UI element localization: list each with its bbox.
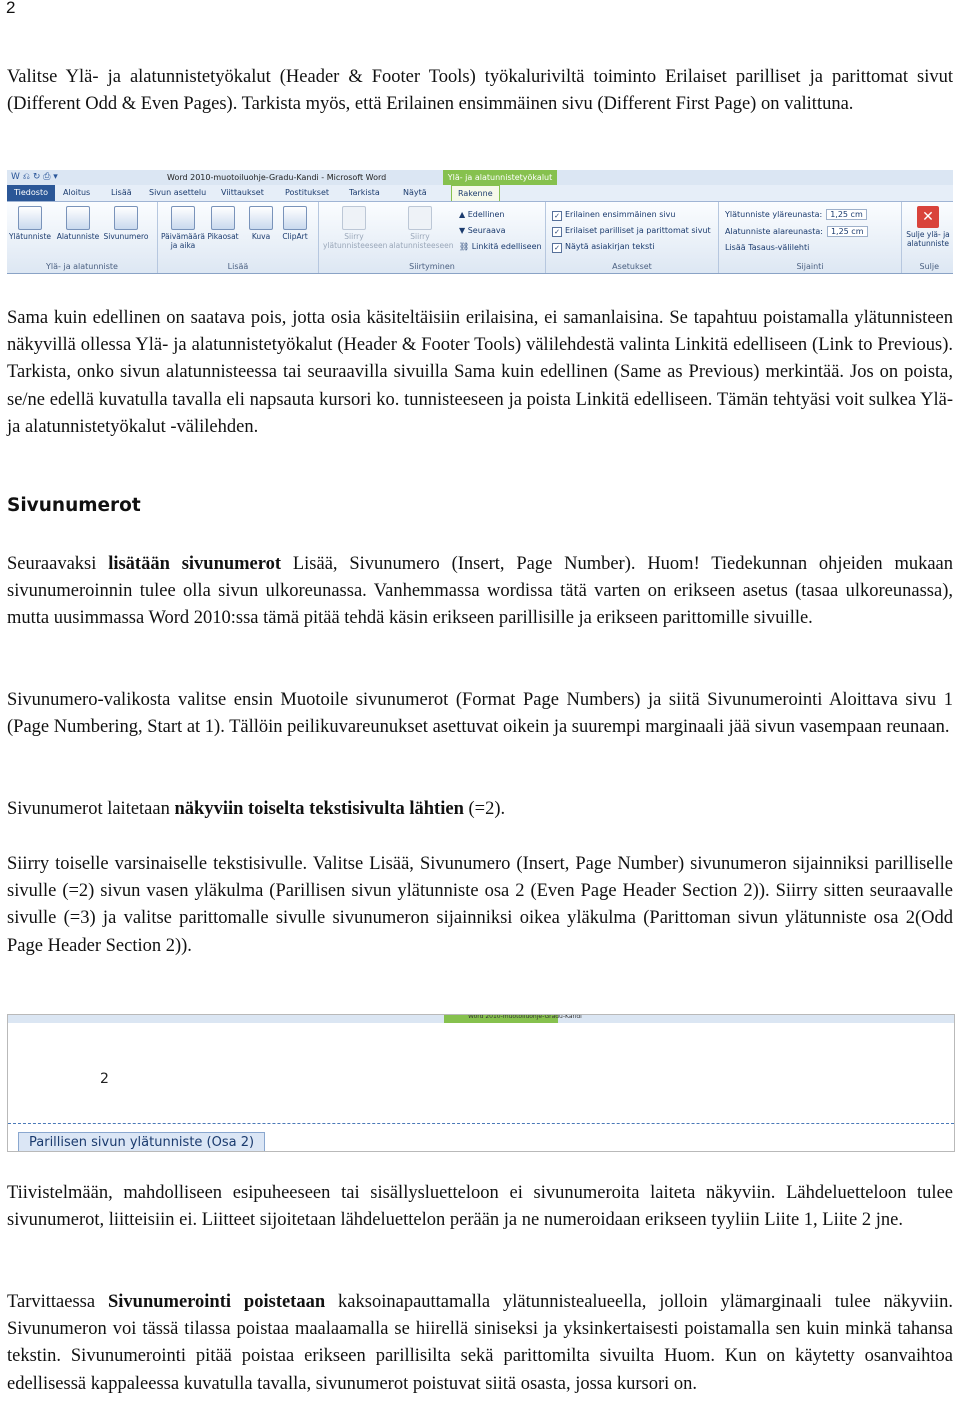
insert-align-tab-button[interactable]: Lisää Tasaus-välilehti	[725, 243, 810, 252]
link-icon: ⛓	[459, 242, 472, 251]
footer-from-bottom-field[interactable]: Alatunniste alareunasta: 1,25 cm	[725, 226, 868, 237]
goto-header-icon	[342, 206, 366, 230]
tab-mailings[interactable]: Postitukset	[285, 188, 330, 197]
picture-button[interactable]: Kuva	[238, 206, 284, 241]
tab-file[interactable]: Tiedosto	[7, 185, 55, 201]
tab-references[interactable]: Viittaukset	[221, 188, 264, 197]
group-label-position: Sijainti	[796, 262, 824, 271]
paragraph-intro: Valitse Ylä- ja alatunnistetyökalut (Header & Footer Tools) työkaluriviltä toiminto Erilaiset parilliset ja parittomat sivut (Different Odd & Even Pages). Tarkista myös, että Erilainen ensimmäinen sivu (Different First Page) on valittuna.	[7, 67, 953, 115]
group-header-footer	[7, 202, 158, 273]
calendar-icon	[171, 206, 195, 230]
clipart-button[interactable]: ClipArt	[272, 206, 318, 241]
tab-view[interactable]: Näytä	[403, 188, 427, 197]
close-header-footer-button[interactable]: ✕ Sulje ylä- ja alatunniste	[905, 206, 951, 248]
title-strip	[8, 1015, 954, 1023]
paragraph-no-numbers: Tiivistelmään, mahdolliseen esipuheeseen tai sisällysluetteloon ei sivunumeroita laiteta näkyviin. Lähdeluetteloon tulee sivunumerot, liitteisiin ei. Liitteet sijoitetaan lähdeluettelon perään ja ne numeroidaan erikseen tyyliin Liite 1, Liite 2 jne.	[7, 1183, 953, 1231]
group-insert	[158, 202, 319, 273]
group-label-navigation: Siirtyminen	[409, 262, 455, 271]
tab-home[interactable]: Aloitus	[63, 188, 91, 197]
goto-header-button[interactable]: Siirry ylätunnisteeseen	[323, 206, 385, 250]
page-number: 2	[6, 0, 16, 17]
window-title: Word 2010-muotoiluohje-Gradu-Kandi - Microsoft Word	[167, 173, 387, 182]
ribbon-title-bar	[7, 170, 953, 185]
quick-parts-icon	[211, 206, 235, 230]
group-label-close: Sulje	[919, 262, 939, 271]
group-options	[546, 202, 719, 273]
paragraph-format-numbers: Sivunumero-valikosta valitse ensin Muotoile sivunumerot (Format Page Numbers) ja siitä Sivunumerointi Aloittava sivu 1 (Page Numbering, Start at 1). Tällöin peilikuvareunukset asettuvat oikein ja suurempi marginaali jää sivun vasempaan reunaan.	[7, 690, 953, 738]
header-page-number[interactable]: 2	[100, 1071, 109, 1087]
close-icon: ✕	[917, 206, 939, 228]
arrow-down-icon: ▼	[459, 226, 468, 235]
page-number-button[interactable]: Sivunumero	[103, 206, 149, 241]
checkbox-icon: ✓	[552, 243, 562, 253]
clipart-icon	[283, 206, 307, 230]
window-title-small: Word 2010-muotoiluohje-Gradu-Kandi	[468, 1014, 582, 1020]
paragraph-start-page: Sivunumerot laitetaan näkyviin toiselta tekstisivulta lähtien (=2).	[7, 799, 506, 819]
ribbon-tabs	[7, 185, 953, 202]
group-position	[719, 202, 902, 273]
tab-review[interactable]: Tarkista	[349, 188, 380, 197]
paragraph-even-odd-position: Siirry toiselle varsinaiselle tekstisivulle. Valitse Lisää, Sivunumero (Insert, Page Number) sivunumeron sijainniksi parilliselle sivulle (=2) sivun vasen yläkulma (Parillisen sivun ylätunniste osa 2 (Even Page Header Section 2)). Siirry sitten seuraavalle sivulle (=3) ja valitse parittomalle sivulle sivunumeron sijainniksi oikea yläkulma (Parittoman sivun ylätunniste osa 2(Odd Page Header Section 2)).	[7, 854, 953, 956]
ribbon-screenshot	[7, 170, 953, 274]
checkbox-icon: ✓	[552, 211, 562, 221]
page-number-icon	[114, 206, 138, 230]
tab-insert[interactable]: Lisää	[111, 188, 132, 197]
quick-access-toolbar: W ⎌ ↻ ⎙ ▾	[11, 172, 58, 182]
bold-phrase: lisätään sivunumerot	[108, 554, 282, 574]
paragraph-link-previous: Sama kuin edellinen on saatava pois, jotta osia käsiteltäisiin erilaisina, ei samanlaisina. Se tapahtuu poistamalla ylätunnisteen näkyvillä ollessa Ylä- ja alatunnistetyökalut (Header & Footer Tools) välilehdestä valinta Linkitä edelliseen (Link to Previous). Tarkista, onko sivun alatunnisteessa tai seuraavilla sivuilla Sama kuin edellinen (Same as Previous) merkintää. Jos on poista, se/ne edellä kuvatulla tavalla eli napsauta kursori ko. tunnisteeseen ja poista Linkitä edelliseen. Tämän tehtyäsi voit sulkea Ylä- ja alatunnistetyökalut -välilehden.	[7, 308, 953, 437]
checkbox-icon: ✓	[552, 227, 562, 237]
different-first-page-checkbox[interactable]: ✓ Erilainen ensimmäinen sivu	[552, 210, 675, 221]
header-button[interactable]: Ylätunniste	[7, 206, 53, 241]
group-label-options: Asetukset	[612, 262, 652, 271]
bold-phrase: Sivunumerointi poistetaan	[108, 1292, 326, 1312]
link-previous-button[interactable]: ⛓ Linkitä edelliseen	[459, 242, 542, 251]
arrow-up-icon: ▲	[459, 210, 468, 219]
header-screenshot	[7, 1014, 955, 1152]
goto-footer-button[interactable]: Siirry alatunnisteeseen	[389, 206, 451, 250]
next-button[interactable]: ▼ Seuraava	[459, 226, 506, 235]
group-label-insert: Lisää	[227, 262, 249, 271]
section-heading: Sivunumerot	[7, 495, 141, 516]
footer-button[interactable]: Alatunniste	[55, 206, 101, 241]
footer-icon	[66, 206, 90, 230]
header-boundary-line	[8, 1123, 954, 1124]
different-odd-even-checkbox[interactable]: ✓ Erilaiset parilliset ja parittomat sivut	[552, 226, 711, 237]
tab-page-layout[interactable]: Sivun asettelu	[149, 188, 207, 197]
header-icon	[18, 206, 42, 230]
previous-button[interactable]: ▲ Edellinen	[459, 210, 505, 219]
goto-footer-icon	[408, 206, 432, 230]
header-section-label: Parillisen sivun ylätunniste (Osa 2)	[18, 1132, 265, 1152]
bold-phrase: näkyviin toiselta tekstisivulta lähtien	[174, 799, 464, 819]
header-from-top-field[interactable]: Ylätunniste yläreunasta: 1,25 cm	[725, 209, 867, 220]
ribbon-body	[7, 202, 953, 273]
tab-design[interactable]: Rakenne	[451, 185, 500, 201]
group-label-header-footer: Ylä- ja alatunniste	[46, 262, 118, 271]
show-document-text-checkbox[interactable]: ✓ Näytä asiakirjan teksti	[552, 242, 655, 253]
paragraph-remove-numbers: Tarvittaessa Sivunumerointi poistetaan kaksoinapauttamalla ylätunnistealueella, jolloin ylämarginaali tulee näkyviin. Sivunumeron voi tässä tilassa poistaa maalaamalla se hiirellä siniseksi ja yksinkertaisesti poistamalla sen kuin minkä tahansa tekstin. Sivunumerointi pitää poistaa erikseen parillisilta sekä parittomilta sivuilta Huom. Kun on käytetty osanvaihtoa edellisessä kappaleessa kuvatulla tavalla, sivunumerot poistuvat siitä osasta, jossa kursori on.	[7, 1292, 953, 1394]
paragraph-page-numbers: Seuraavaksi lisätään sivunumerot Lisää, Sivunumero (Insert, Page Number). Huom! Tiedekunnan ohjeiden mukaan sivunumeroinnin tulee olla sivun ulkoreunassa. Vanhemmassa wordissa tätä varten on erikseen asetus (tasaa ulkoreunassa), mutta uusimmassa Word 2010:ssa tämä pitää tehdä käsin erikseen parillisille ja erikseen parittomille sivuille.	[7, 554, 954, 629]
context-tab-label: Ylä- ja alatunnistetyökalut	[443, 170, 557, 185]
date-time-button[interactable]: Päivämäärä ja aika	[160, 206, 206, 250]
quick-parts-button[interactable]: Pikaosat	[200, 206, 246, 241]
picture-icon	[249, 206, 273, 230]
group-navigation	[319, 202, 546, 273]
